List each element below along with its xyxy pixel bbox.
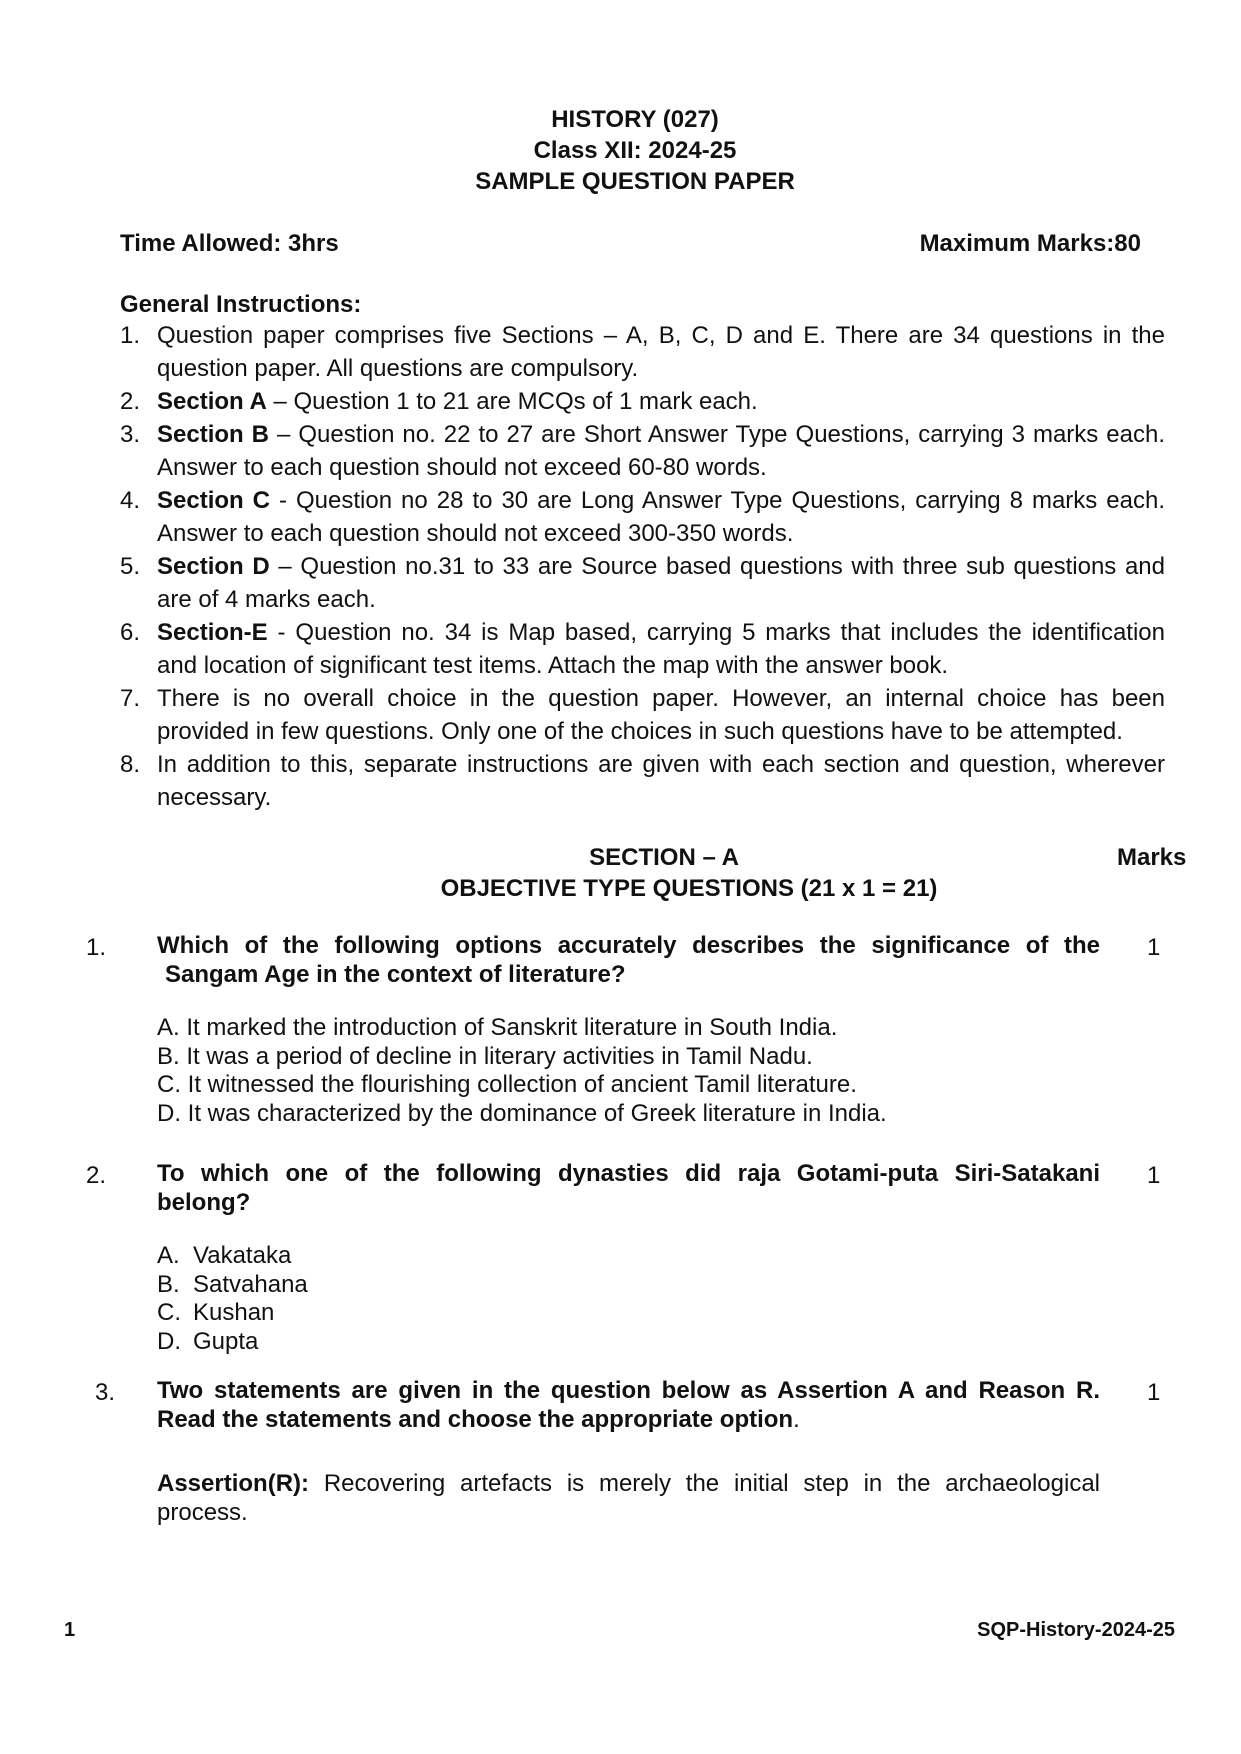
instruction-item: 8. In addition to this, separate instructions are given with each section and question, wherever necessary. — [120, 751, 1165, 811]
option-item: A. It marked the introduction of Sanskrit literature in South India. — [157, 1014, 838, 1041]
question-options — [157, 1014, 887, 1128]
document-code: SQP-History-2024-25 — [977, 1619, 1175, 1641]
instruction-item: 4. Section C - Question no 28 to 30 are Long Answer Type Questions, carrying 8 marks each. Answer to each question should not exceed 300-350 words. — [120, 487, 1165, 547]
option-item: D. Gupta — [157, 1327, 259, 1355]
instruction-item: 3. Section B – Question no. 22 to 27 are Short Answer Type Questions, carrying 3 marks each. Answer to each question should not exceed 60-80 words. — [120, 421, 1165, 481]
instruction-item: 2. Section A – Question 1 to 21 are MCQs of 1 mark each. — [120, 388, 758, 415]
paper-subject: HISTORY (027) — [551, 106, 719, 133]
question-marks: 1 — [1147, 1379, 1161, 1406]
max-marks: Maximum Marks:80 — [919, 230, 1141, 257]
question-marks: 1 — [1147, 1162, 1161, 1189]
paper-type: SAMPLE QUESTION PAPER — [475, 168, 795, 195]
option-item: B. Satvahana — [157, 1270, 308, 1298]
page-number: 1 — [64, 1619, 76, 1641]
instructions-list — [120, 319, 1165, 814]
question-text: Two statements are given in the question below as Assertion A and Reason R. Read the statements and choose the appropriate option. — [157, 1377, 1100, 1433]
question-options — [157, 1242, 308, 1356]
question-text: To which one of the following dynasties did raja Gotami-puta Siri-Satakani belong? — [157, 1160, 1100, 1216]
option-item: C. It witnessed the flourishing collection of ancient Tamil literature. — [157, 1071, 857, 1098]
section-a-title: SECTION – A — [589, 844, 739, 871]
instruction-item: 6. Section-E - Question no. 34 is Map based, carrying 5 marks that includes the identification and location of significant test items. Attach the map with the answer book. — [120, 619, 1165, 679]
option-item: D. It was characterized by the dominance of Greek literature in India. — [157, 1099, 887, 1127]
question-number: 3. — [95, 1379, 116, 1406]
time-allowed: Time Allowed: 3hrs — [120, 230, 339, 257]
instructions-heading: General Instructions: — [120, 291, 362, 318]
question-marks: 1 — [1147, 934, 1161, 961]
marks-column-header: Marks — [1117, 844, 1187, 871]
question-number: 2. — [86, 1162, 107, 1189]
instruction-item: 5. Section D – Question no.31 to 33 are Source based questions with three sub questions and are of 4 marks each. — [120, 553, 1166, 613]
option-item: B. It was a period of decline in literary activities in Tamil Nadu. — [157, 1042, 813, 1070]
question-text: Which of the following options accurately describes the significance of the Sangam Age in the context of literature? — [157, 932, 1100, 988]
section-a-subtitle: OBJECTIVE TYPE QUESTIONS (21 x 1 = 21) — [440, 875, 938, 902]
instruction-item: 1. Question paper comprises five Sections – A, B, C, D and E. There are 34 questions in the question paper. All questions are compulsory. — [120, 322, 1165, 382]
paper-class-year: Class XII: 2024-25 — [533, 137, 737, 164]
instruction-item: 7. There is no overall choice in the question paper. However, an internal choice has been provided in few questions. Only one of the choices in such questions have to be attempted. — [120, 685, 1165, 745]
question-number: 1. — [86, 934, 107, 961]
assertion-statement: Assertion(R): Recovering artefacts is merely the initial step in the archaeological process. — [157, 1470, 1100, 1526]
option-item: C. Kushan — [157, 1299, 275, 1326]
option-item: A. Vakataka — [157, 1242, 292, 1269]
